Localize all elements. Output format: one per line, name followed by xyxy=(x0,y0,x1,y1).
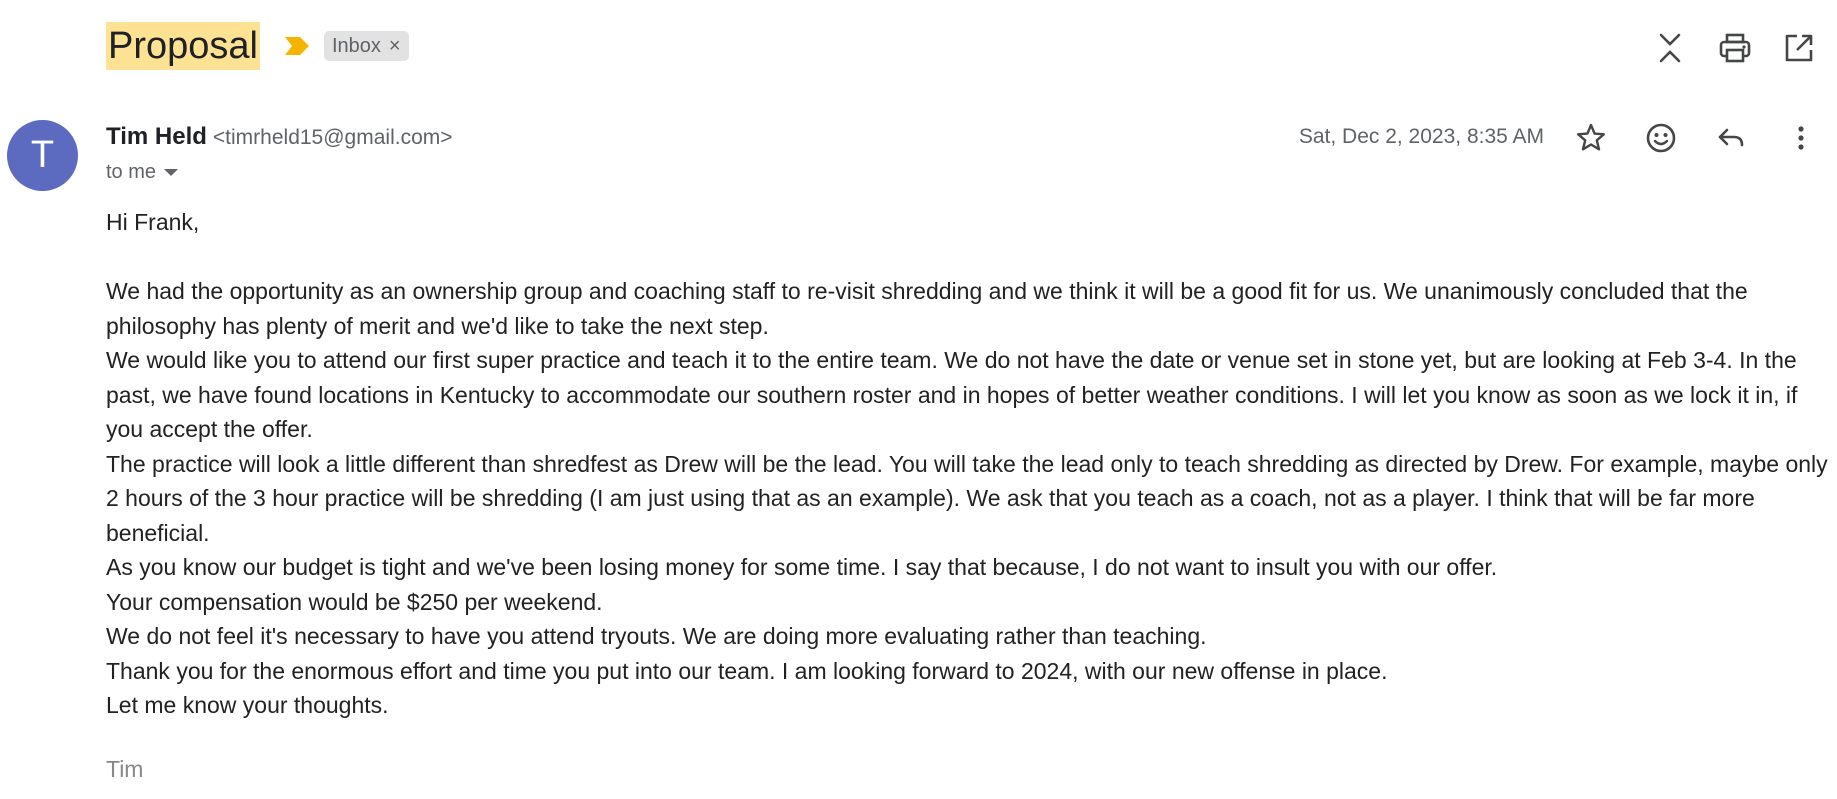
label-chip-inbox xyxy=(324,31,409,61)
emoji-react-icon[interactable] xyxy=(1643,120,1679,156)
recipient-label: to me xyxy=(106,161,157,183)
remove-label-button[interactable]: × xyxy=(388,35,401,57)
email-subject: Proposal xyxy=(106,22,260,70)
print-icon[interactable] xyxy=(1717,30,1753,66)
thread-actions xyxy=(1617,30,1837,66)
body-paragraph: We had the opportunity as an ownership group and coaching staff to re-visit shredding and we think it will be a good fit for us. We unanimously concluded that the philosophy has plenty of merit and we'd like to take the next step. xyxy=(106,278,1748,339)
email-date: Sat, Dec 2, 2023, 8:35 AM xyxy=(1298,125,1544,148)
greeting: Hi Frank, xyxy=(106,209,200,235)
sender-line xyxy=(106,122,453,153)
body-paragraph: Your compensation would be $250 per weekend. xyxy=(106,588,603,615)
collapse-all-icon[interactable] xyxy=(1652,30,1688,66)
more-vert-icon[interactable] xyxy=(1783,120,1819,156)
body-paragraph: Let me know your thoughts. xyxy=(106,692,389,718)
body-paragraph: As you know our budget is tight and we've been losing money for some time. I say that because, I do not want to insult you with our offer. xyxy=(106,554,1498,580)
importance-marker-icon[interactable] xyxy=(284,36,310,56)
recipient-details[interactable] xyxy=(106,158,178,186)
body-paragraph: We do not feel it's necessary to have you attend tryouts. We are doing more evaluating rather than teaching. xyxy=(106,623,1207,649)
sender-name[interactable]: Tim Held xyxy=(106,123,207,150)
label-chip-text: Inbox xyxy=(331,35,381,57)
sender-email: <timrheld15@gmail.com> xyxy=(212,126,453,149)
body-paragraph: The practice will look a little different than shredfest as Drew will be the lead. You will take the lead only to teach shredding as directed by Drew. For example, maybe only 2 hours of the 3 hour practice will be shredding (I am just using that as an example). We ask that you teach as a coach, not as a player. I think that will be far more beneficial. xyxy=(106,450,1828,546)
body-paragraph: Thank you for the enormous effort and time you put into our team. I am looking forward to 2024, with our new offense in place. xyxy=(106,657,1388,684)
show-details-icon[interactable] xyxy=(164,169,178,176)
email-signature: Tim xyxy=(106,756,144,782)
sender-avatar[interactable]: T xyxy=(7,120,78,191)
open-in-new-window-icon[interactable] xyxy=(1781,30,1817,66)
reply-icon[interactable] xyxy=(1713,120,1749,156)
email-body xyxy=(106,205,1831,723)
star-icon[interactable] xyxy=(1573,120,1609,156)
paragraph-spacer xyxy=(106,240,1831,275)
body-paragraph: We would like you to attend our first super practice and teach it to the entire team. We do not have the date or venue set in stone yet, but are looking at Feb 3-4. In the past, we have found locations in Kentucky to accommodate our southern roster and in hopes of better weather conditions. I will let you know as soon as we lock it in, if you accept the offer. xyxy=(106,347,1798,442)
subject-row xyxy=(106,22,409,70)
